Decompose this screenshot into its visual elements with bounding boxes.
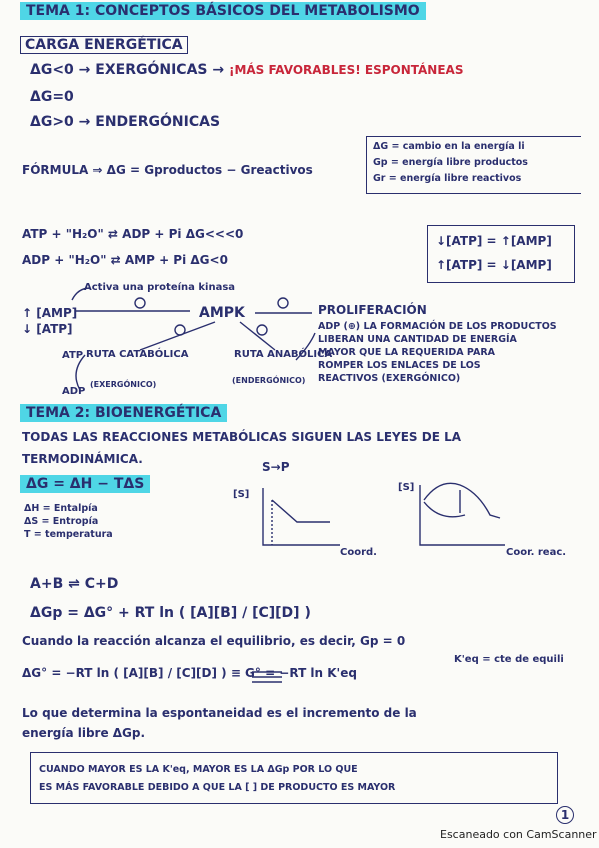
box-line-2: ↑[ATP] = ↓[AMP] (436, 258, 552, 272)
legend-line: Gp = energía libre productos (373, 157, 528, 168)
graph1-ylabel: [S] (233, 489, 250, 500)
ampk-node: AMPK (199, 305, 245, 321)
final-line-2: ES MÁS FAVORABLE DEBIDO A QUE LA [ ] DE PRODUCTO ES MAYOR (39, 782, 396, 793)
ruta-anabolica: RUTA ANABÓLICA (234, 349, 333, 360)
footer-watermark: Escaneado con CamScanner (440, 828, 597, 841)
formula: FÓRMULA ⇒ ΔG = Gproductos − Greactivos (22, 163, 313, 177)
def-line: ΔS = Entropía (24, 516, 99, 527)
tema2-title: TEMA 2: BIOENERGÉTICA (20, 405, 227, 421)
explain-line: MAYOR QUE LA REQUERIDA PARA (318, 347, 496, 358)
reaction-equation: A+B ⇌ C+D (30, 576, 119, 592)
tema2-text-2: TERMODINÁMICA. (22, 452, 143, 466)
graph2-xlabel: Coor. reac. (506, 547, 567, 558)
legend-line: Gr = energía libre reactivos (373, 173, 522, 184)
page-number: 1 (556, 806, 574, 824)
explain-line: LIBERAN UNA CANTIDAD DE ENERGÍA (318, 334, 517, 345)
conclusion-2: energía libre ΔGp. (22, 726, 146, 740)
atp-equation-2: ADP + "H₂O" ⇄ AMP + Pi ΔG<0 (22, 253, 228, 267)
graph2-ylabel: [S] (398, 482, 415, 493)
gibbs-equation: ΔG = ΔH − TΔS (20, 476, 150, 492)
legend-line: ΔG = cambio en la energía li (373, 141, 525, 152)
ruta-catabolica-sub: (EXERGÓNICO) (90, 380, 157, 389)
carga-title: CARGA ENERGÉTICA (20, 36, 188, 54)
explain-line: ADP (⊕) LA FORMACIÓN DE LOS PRODUCTOS (318, 321, 557, 332)
down-atp: ↓ [ATP] (22, 322, 73, 336)
tema2-text-1: TODAS LAS REACCIONES METABÓLICAS SIGUEN LAS LEYES DE LA (22, 430, 462, 444)
line-exergonic: ΔG<0 → EXERGÓNICAS → ¡MÁS FAVORABLES! ESPONTÁNEAS (30, 62, 464, 78)
arrow-activa (72, 288, 90, 300)
up-amp: ↑ [AMP] (22, 306, 78, 320)
conclusion-1: Lo que determina la espontaneidad es el incremento de la (22, 706, 417, 720)
cuando-text: Cuando la reacción alcanza el equilibrio, es decir, Gp = 0 (22, 634, 406, 648)
def-line: T = temperatura (24, 529, 113, 540)
arrow-to-anabolic (240, 322, 275, 350)
keq-note: K'eq = cte de equili (454, 654, 564, 665)
adp-label: ADP (62, 386, 86, 397)
ruta-anabolica-sub: (ENDERGÓNICO) (232, 376, 306, 385)
graph1-xlabel: Coord. (340, 547, 377, 558)
ruta-catabolica: RUTA CATABÓLICA (86, 349, 189, 360)
box-line-1: ↓[ATP] = ↑[AMP] (436, 234, 552, 248)
atp-label: ATP (62, 350, 84, 361)
dg0-equation: ΔG° = −RT ln ( [A][B] / [C][D] ) ≡ G° = −RT ln K'eq (22, 666, 357, 680)
atp-equation-1: ATP + "H₂O" ⇄ ADP + Pi ΔG<<<0 (22, 227, 244, 241)
proliferacion-node: PROLIFERACIÓN (318, 303, 427, 317)
def-line: ΔH = Entalpía (24, 503, 98, 514)
dgp-equation: ΔGp = ΔG° + RT ln ( [A][B] / [C][D] ) (30, 605, 311, 621)
explain-line: REACTIVOS (EXERGÓNICO) (318, 373, 461, 384)
activa-label: Activa una proteína kinasa (84, 282, 236, 293)
explain-line: ROMPER LOS ENLACES DE LOS (318, 360, 481, 371)
s-to-p: S→P (262, 460, 290, 474)
line-equilibrium: ΔG=0 (30, 89, 74, 105)
final-line-1: CUANDO MAYOR ES LA K'eq, MAYOR ES LA ΔGp POR LO QUE (39, 764, 358, 775)
line-endergonic: ΔG>0 → ENDERGÓNICAS (30, 114, 221, 130)
tema1-title: TEMA 1: CONCEPTOS BÁSICOS DEL METABOLISMO (20, 3, 426, 19)
